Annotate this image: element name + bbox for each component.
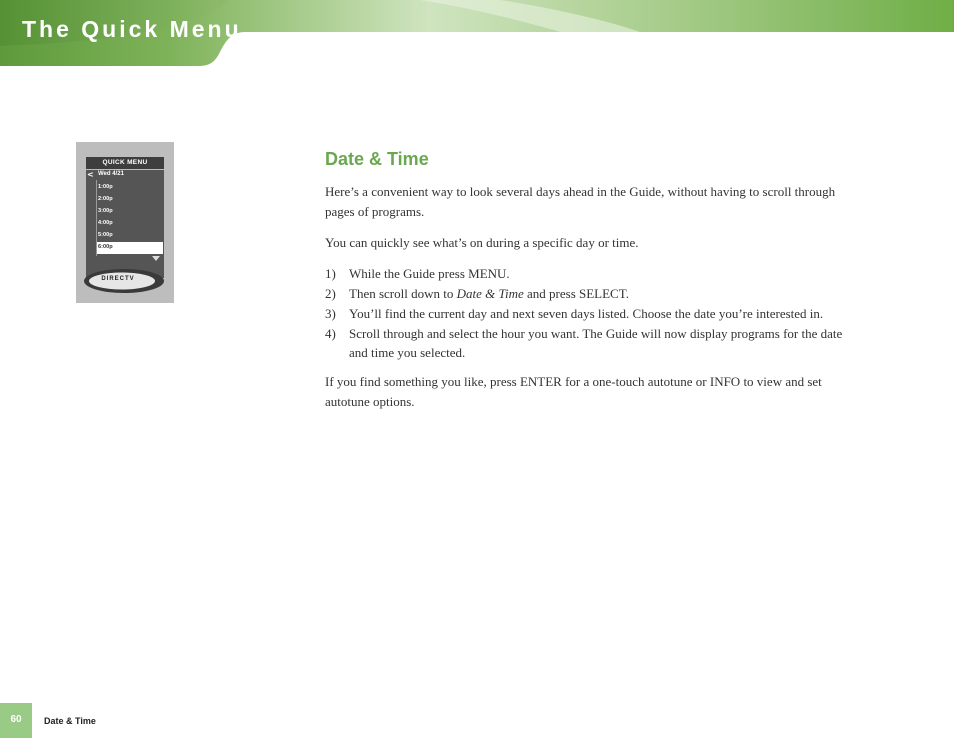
quick-menu-time-item: 2:00p <box>98 196 113 202</box>
quick-menu-time-item: 1:00p <box>98 184 113 190</box>
step-item <box>325 324 855 362</box>
step-number: 2) <box>325 286 336 301</box>
step-text: While the Guide press MENU. <box>349 266 510 281</box>
closing-paragraph: If you find something you like, press ENTER for a one-touch autotune or INFO to view and set autotune options. <box>325 374 822 409</box>
step-number: 1) <box>325 266 336 281</box>
quick-menu-screenshot <box>76 142 174 303</box>
quick-paragraph: You can quickly see what’s on during a specific day or time. <box>325 235 639 250</box>
step-number: 3) <box>325 306 336 321</box>
scroll-down-arrow-icon <box>152 256 160 261</box>
directv-logo-text: DIRECTV <box>101 276 135 282</box>
steps-list <box>325 264 855 362</box>
step-text: Scroll through and select the hour you want. The Guide will now display programs for the date and time you selected. <box>349 326 843 360</box>
quick-menu-time-item: 3:00p <box>98 208 113 214</box>
step-text: You’ll find the current day and next seven days listed. Choose the date you’re interested in. <box>349 306 824 321</box>
quick-menu-time-item-selected: 6:00p <box>97 242 163 254</box>
quick-menu-date-row <box>86 170 164 179</box>
quick-menu-time-item: 5:00p <box>98 232 113 238</box>
main-content <box>325 148 855 423</box>
quick-menu-panel <box>86 170 164 278</box>
section-title: Date & Time <box>325 149 429 169</box>
footer-section-label: Date & Time <box>44 716 96 726</box>
menu-item-name: Date & Time <box>456 286 524 301</box>
intro-paragraph: Here’s a convenient way to look several days ahead in the Guide, without having to scroll through pages of programs. <box>325 184 836 219</box>
step-item <box>325 284 855 303</box>
chevron-left-icon: < <box>87 170 94 179</box>
step-item <box>325 264 855 283</box>
quick-menu-header: QUICK MENU <box>86 157 164 169</box>
step-item <box>325 304 855 323</box>
step-text-after: and press SELECT. <box>523 286 629 301</box>
page-title: The Quick Menu <box>22 16 242 42</box>
step-number: 4) <box>325 326 336 341</box>
page-number: 60 <box>10 714 22 725</box>
step-text <box>349 286 629 301</box>
quick-menu-time-list <box>97 182 163 254</box>
quick-menu-time-item: 4:00p <box>98 220 113 226</box>
quick-menu-date: Wed 4/21 <box>98 171 124 177</box>
step-text-before: Then scroll down to <box>349 286 457 301</box>
